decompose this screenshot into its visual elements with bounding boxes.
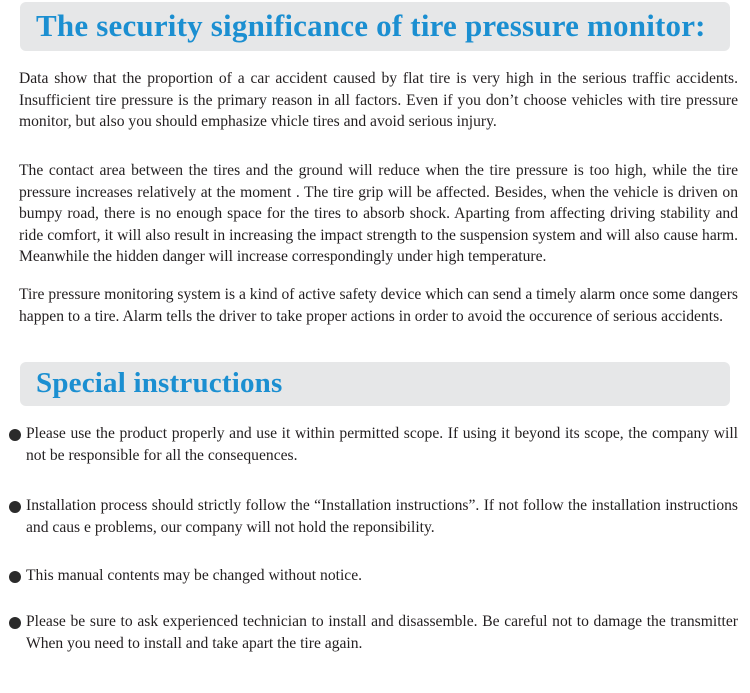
list-item-text: This manual contents may be changed without notice. (26, 567, 363, 584)
paragraph-high-pressure-effects: The contact area between the tires and the ground will reduce when the tire pressure is too high, while the tire pressure increases relatively at the moment . The tire grip will be affected. Besides, when the vehicle is driven on bumpy road, there is no enough space for the tires to absorb shock. Aparting from affecting driving stability and ride comfort, it will also result in increasing the impact strength to the suspension system and will also cause harm. Meanwhile the hidden danger will increase correspondingly under high temperature. (19, 162, 738, 265)
bullet-dot-icon (9, 429, 21, 441)
paragraph-tpms-safety-device: Tire pressure monitoring system is a kind of active safety device which can send a timely alarm once some dangers happen to a tire. Alarm tells the driver to take proper actions in order to avoid the occurence of serious accidents. (19, 286, 738, 325)
section-heading-bar-security (20, 2, 730, 51)
section-title-security: The security significance of tire pressure monitor: (36, 8, 706, 43)
bullet-dot-icon (9, 501, 21, 513)
paragraph-flat-tire-accidents: Data show that the proportion of a car accident caused by flat tire is very high in the serious traffic accidents. Insufficient tire pressure is the primary reason in all factors. Even if you don’t choose vehicles with tire pressure monitor, but also you should emphasize vhicle tires and avoid serious injury. (19, 70, 738, 130)
list-item-text: Installation process should strictly follow the “Installation instructions”. If not follow the installation instructions and caus e problems, our company will not hold the reponsibility. (26, 497, 738, 536)
list-item-text: Please use the product properly and use it within permitted scope. If using it beyond its scope, the company will not be responsible for all the consequences. (26, 425, 738, 464)
bullet-dot-icon (9, 617, 21, 629)
bullet-dot-icon (9, 571, 21, 583)
section-title-special-instructions: Special instructions (36, 367, 283, 399)
list-item-text: Please be sure to ask experienced technician to install and disassemble. Be careful not to damage the transmitter When you need to install and take apart the tire again. (26, 613, 738, 652)
section-heading-bar-special-instructions (20, 362, 730, 406)
